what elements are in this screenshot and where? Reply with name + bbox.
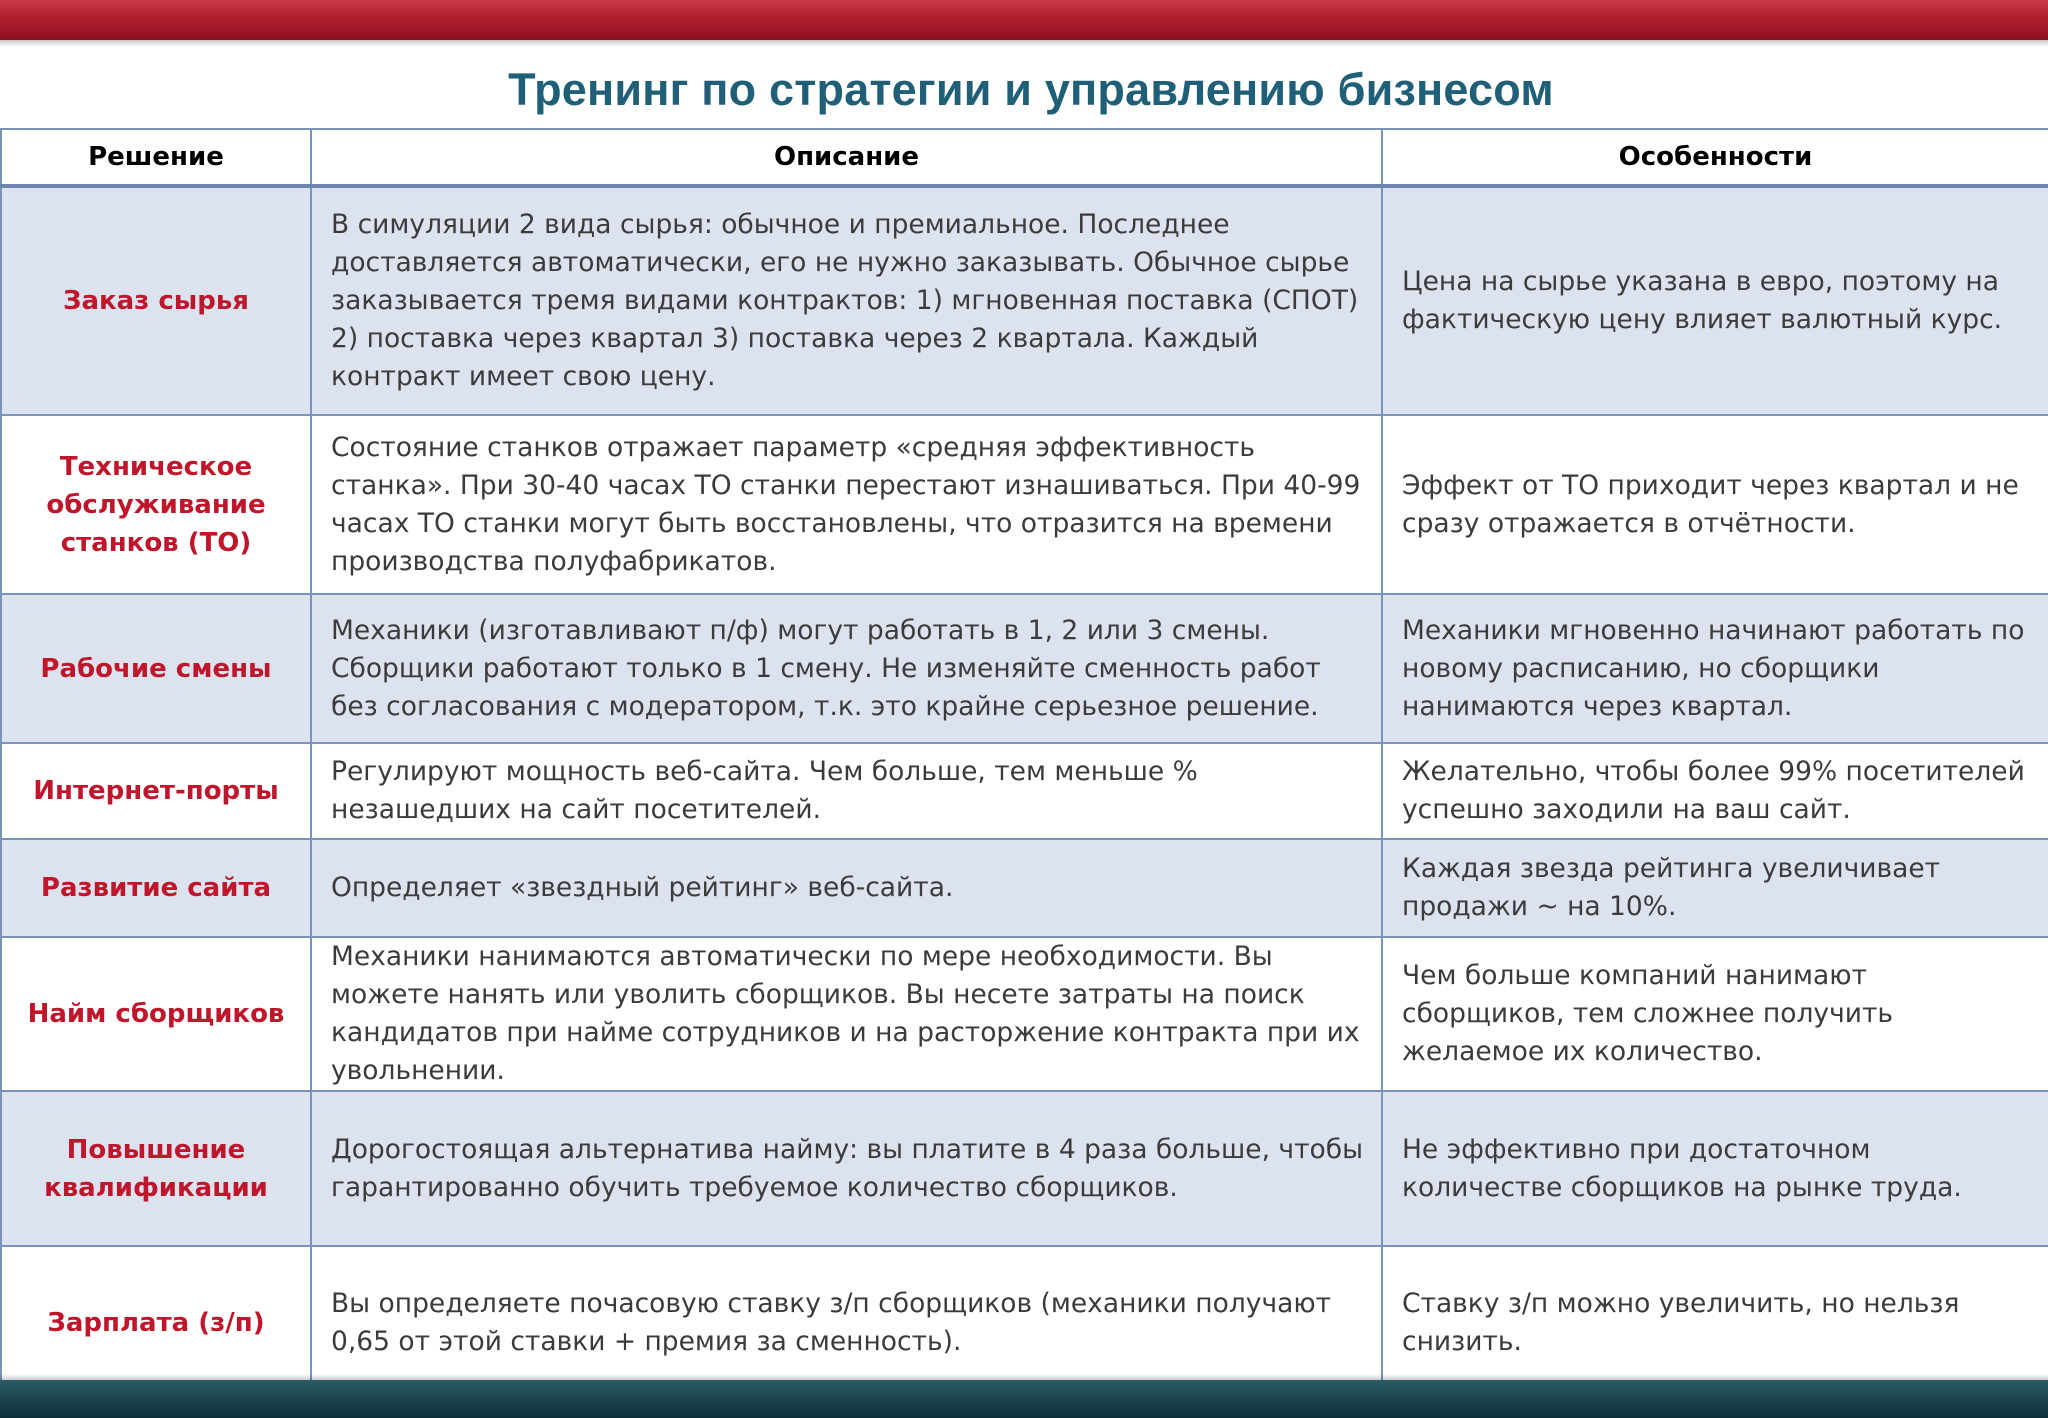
decision-name: Рабочие смены bbox=[1, 594, 311, 743]
decision-features: Не эффективно при достаточном количестве сборщиков на рынке труда. bbox=[1382, 1091, 2048, 1246]
decision-name: Техническое обслуживание станков (ТО) bbox=[1, 415, 311, 594]
decision-description: Регулируют мощность веб-сайта. Чем больше, тем меньше % незашедших на сайт посетителей. bbox=[311, 743, 1382, 839]
table-body bbox=[1, 186, 2048, 1399]
table-row bbox=[1, 839, 2048, 937]
decision-name: Найм сборщиков bbox=[1, 937, 311, 1091]
table-row bbox=[1, 415, 2048, 594]
decision-description: Дорогостоящая альтернатива найму: вы платите в 4 раза больше, чтобы гарантированно обучить требуемое количество сборщиков. bbox=[311, 1091, 1382, 1246]
decision-features: Цена на сырье указана в евро, поэтому на фактическую цену влияет валютный курс. bbox=[1382, 186, 2048, 415]
decision-name: Заказ сырья bbox=[1, 186, 311, 415]
decision-features: Желательно, чтобы более 99% посетителей успешно заходили на ваш сайт. bbox=[1382, 743, 2048, 839]
bottom-decorative-band bbox=[0, 1380, 2048, 1418]
header-decision: Решение bbox=[1, 129, 311, 186]
decision-features: Механики мгновенно начинают работать по новому расписанию, но сборщики нанимаются через квартал. bbox=[1382, 594, 2048, 743]
decision-description: Механики нанимаются автоматически по мере необходимости. Вы можете нанять или уволить сборщиков. Вы несете затраты на поиск кандидатов при найме сотрудников и на расторжение контракта при их увольнении. bbox=[311, 937, 1382, 1091]
header-description: Описание bbox=[311, 129, 1382, 186]
decision-name: Зарплата (з/п) bbox=[1, 1246, 311, 1399]
table-row bbox=[1, 186, 2048, 415]
table-header bbox=[1, 129, 2048, 186]
page-title: Тренинг по стратегии и управлению бизнесом bbox=[508, 64, 1554, 115]
decision-name: Интернет-порты bbox=[1, 743, 311, 839]
table-row bbox=[1, 743, 2048, 839]
decision-features: Каждая звезда рейтинга увеличивает продажи ~ на 10%. bbox=[1382, 839, 2048, 937]
table-row bbox=[1, 937, 2048, 1091]
decision-description: Состояние станков отражает параметр «средняя эффективность станка». При 30-40 часах ТО станки перестают изнашиваться. При 40-99 часах ТО станки могут быть восстановлены, что отразится на времени производства полуфабрикатов. bbox=[311, 415, 1382, 594]
header-features: Особенности bbox=[1382, 129, 2048, 186]
decision-description: Механики (изготавливают п/ф) могут работать в 1, 2 или 3 смены. Сборщики работают только в 1 смену. Не изменяйте сменность работ без согласования с модератором, т.к. это крайне серьезное решение. bbox=[311, 594, 1382, 743]
decision-description: В симуляции 2 вида сырья: обычное и премиальное. Последнее доставляется автоматически, его не нужно заказывать. Обычное сырье заказывается тремя видами контрактов: 1) мгновенная поставка (СПОТ) 2) поставка через квартал 3) поставка через 2 квартала. Каждый контракт имеет свою цену. bbox=[311, 186, 1382, 415]
decision-name: Повышение квалификации bbox=[1, 1091, 311, 1246]
decision-description: Вы определяете почасовую ставку з/п сборщиков (механики получают 0,65 от этой ставки + премия за сменность). bbox=[311, 1246, 1382, 1399]
table-row bbox=[1, 1091, 2048, 1246]
decisions-table bbox=[0, 128, 2048, 1400]
table-row bbox=[1, 594, 2048, 743]
decision-features: Чем больше компаний нанимают сборщиков, тем сложнее получить желаемое их количество. bbox=[1382, 937, 2048, 1091]
top-decorative-band bbox=[0, 0, 2048, 40]
decision-name: Развитие сайта bbox=[1, 839, 311, 937]
decision-description: Определяет «звездный рейтинг» веб-сайта. bbox=[311, 839, 1382, 937]
header-row bbox=[1, 129, 2048, 186]
decision-features: Ставку з/п можно увеличить, но нельзя снизить. bbox=[1382, 1246, 2048, 1399]
decision-features: Эффект от ТО приходит через квартал и не сразу отражается в отчётности. bbox=[1382, 415, 2048, 594]
